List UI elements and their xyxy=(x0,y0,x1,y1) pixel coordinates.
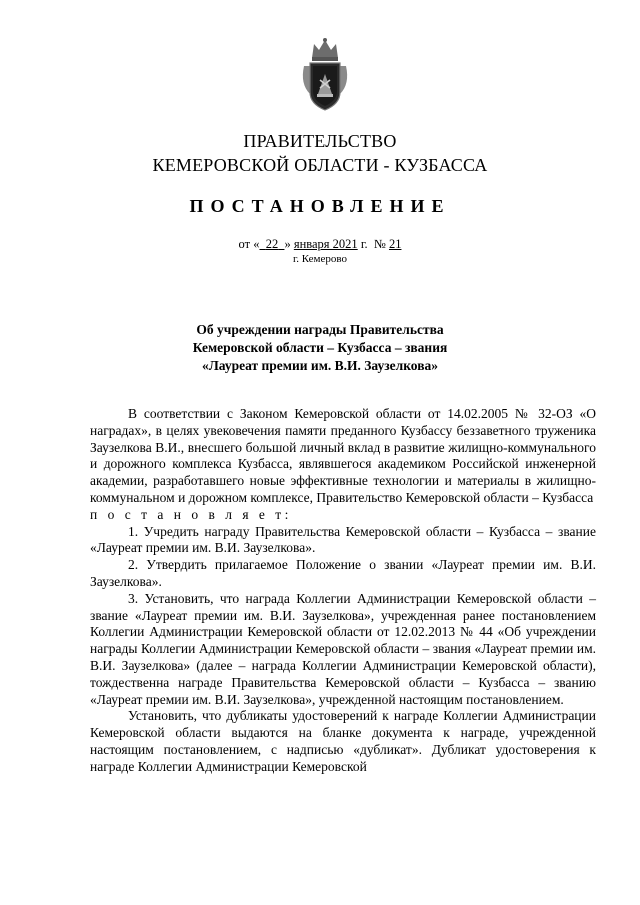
date-mid: » xyxy=(284,237,291,251)
kuzbass-coat-of-arms-icon xyxy=(300,36,350,112)
date-year-suffix: г. xyxy=(360,237,368,251)
government-name-line2: КЕМЕРОВСКОЙ ОБЛАСТИ - КУЗБАССА xyxy=(152,155,488,175)
date-month-year: января 2021 xyxy=(293,237,358,251)
document-number: 21 xyxy=(388,237,402,251)
title-line1: Об учреждении награды Правительства xyxy=(196,322,444,337)
resolves-line: п о с т а н о в л я е т: xyxy=(90,506,292,522)
document-body xyxy=(90,406,596,776)
document-date-number xyxy=(0,237,640,252)
date-prefix: от « xyxy=(238,237,260,251)
date-day: 22 xyxy=(265,237,279,251)
preamble-paragraph: В соответствии с Законом Кемеровской области от 14.02.2005 № 32-ОЗ «О наградах», в целях увековечения памяти преданного Кузбассу беззаветного труженика Заузелкова В.И., внесшего большой личный вклад в развитие жилищно-коммунального и дорожного комплекса Кузбасса, являвшегося академиком Российской инженерной академии, разработавшего новые эффективные технологии и материалы в жилищно-коммунальном и дорожном комплексе, Правительство Кемеровской области – Кузбасса xyxy=(90,406,596,505)
item-3-paragraph: 3. Установить, что награда Коллегии Администрации Кемеровской области – звание «Лауреат премии им. В.И. Заузелкова», учрежденная ранее постановлением Коллегии Администрации Кемеровской области от 12.02.2013 № 44 «Об учреждении награды Коллегии Администрации Кемеровской области – звания «Лауреат премии им. В.И. Заузелкова» (далее – награда Коллегии Администрации Кемеровской области), тождественна награде Правительства Кемеровской области – Кузбасса – званию «Лауреат премии им. В.И. Заузелкова», учрежденной настоящим постановлением. xyxy=(90,590,596,707)
item-2-paragraph: 2. Утвердить прилагаемое Положение о звании «Лауреат премии им. В.И. Заузелкова». xyxy=(90,557,596,589)
item-3-continuation-paragraph: Установить, что дубликаты удостоверений к награде Коллегии Администрации Кемеровской области выдаются на бланке документа к награде, учрежденной настоящим постановлением, с надписью «дубликат». Дубликат удостоверения к награде Коллегии Администрации Кемеровской xyxy=(90,708,596,774)
title-line2: Кемеровской области – Кузбасса – звания xyxy=(192,340,448,355)
document-type-title: ПОСТАНОВЛЕНИЕ xyxy=(189,196,451,216)
document-city: г. Кемерово xyxy=(292,253,348,265)
title-line3: «Лауреат премии им. В.И. Заузелкова» xyxy=(201,358,439,373)
item-1-paragraph: 1. Учредить награду Правительства Кемеровской области – Кузбасса – звание «Лауреат премии им. В.И. Заузелкова». xyxy=(90,523,596,556)
government-name-line1: ПРАВИТЕЛЬСТВО xyxy=(243,131,397,151)
number-sign: № xyxy=(373,237,386,251)
document-subject-title xyxy=(0,321,640,375)
